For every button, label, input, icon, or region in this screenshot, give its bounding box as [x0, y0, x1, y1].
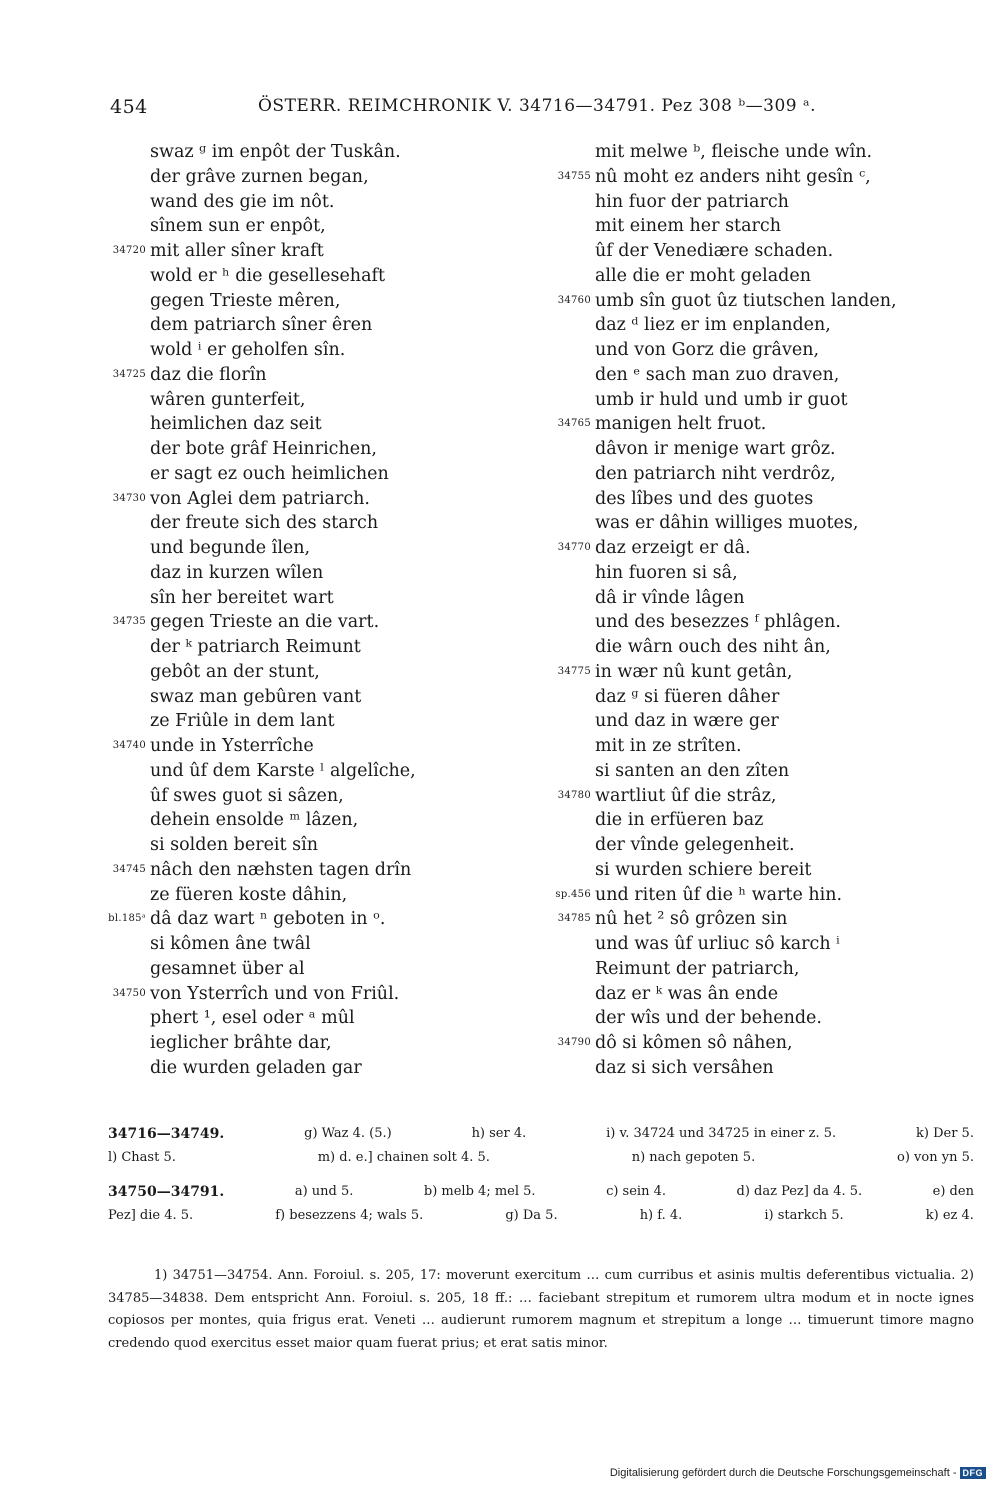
digitization-credit [610, 1467, 986, 1479]
verse-line [150, 536, 416, 561]
verse-line [595, 1056, 897, 1081]
verse-line [112, 363, 416, 388]
apparatus-note: f) besezzens 4; wals 5. [275, 1208, 424, 1223]
verse-line [150, 412, 416, 437]
apparatus-note: i) starkch 5. [764, 1208, 844, 1223]
verse-line [595, 759, 897, 784]
verse-number: 34775 [557, 665, 591, 677]
apparatus-row [108, 1146, 974, 1170]
verse-text: manigen helt fruot. [595, 414, 767, 435]
apparatus-row [108, 1122, 974, 1146]
verse-text: gegen Trieste an die vart. [150, 612, 380, 633]
verse-text: mit in ze strîten. [595, 736, 742, 756]
verse-line [112, 982, 416, 1007]
apparatus-range: 34716—34749. [108, 1126, 225, 1142]
verse-line [595, 610, 897, 635]
verse-text: ûf swes guot si sâzen, [150, 785, 344, 806]
verse-line [150, 1056, 416, 1081]
verse-number: 34720 [112, 245, 146, 256]
apparatus-note: h) ser 4. [471, 1126, 527, 1141]
apparatus-note: e) den [932, 1184, 974, 1199]
verse-line [150, 808, 416, 833]
verse-text: wold er ʰ die gesellesehaft [150, 265, 386, 286]
verse-line [150, 685, 416, 710]
verse-text: und was ûf urliuc sô karch ⁱ [595, 934, 840, 954]
verse-line [595, 982, 897, 1007]
verse-number: bl.185ᵃ [108, 913, 146, 925]
verse-line [112, 239, 416, 264]
verse-text: der grâve zurnen began, [150, 166, 369, 187]
verse-line [595, 214, 897, 239]
verse-line [150, 214, 416, 239]
verse-text: hin fuoren si sâ, [595, 562, 738, 583]
verse-number: 34770 [557, 542, 591, 553]
dfg-logo: DFG [960, 1467, 987, 1479]
verse-text: mit melwe ᵇ, fleische unde wîn. [595, 142, 873, 162]
verse-line [150, 883, 416, 908]
footnote: 1) 34751—34754. Ann. Foroiul. s. 205, 17: moverunt exercitum … cum curribus et asinis multis deferentibus victualia. 2) 34785—34838. Dem entspricht Ann. Foroiul. s. 205, 18 ff.: … faciebant strepitum et rumorem ultra modum et in nocte ignes copiosos per montes, quia frigus erat. Veneti … audierunt rumorem magnum et strepitum a longe … timuerunt timore magno credendo quod exercitus esset maior quam fuerat prius; et erat satis minor. [108, 1268, 974, 1351]
verse-line [150, 833, 416, 858]
verse-text: ûf der Venediære schaden. [595, 241, 834, 261]
digitization-note: Digitalisierung gefördert durch die Deutsche Forschungsgemeinschaft - [609, 1467, 957, 1479]
verse-text: daz erzeigt er dâ. [595, 538, 751, 558]
apparatus-note: a) und 5. [294, 1184, 354, 1199]
verse-line [150, 561, 416, 586]
verse-text: der ᵏ patriarch Reimunt [150, 637, 361, 657]
verse-text: swaz man gebûren vant [150, 686, 362, 707]
verse-line [150, 190, 416, 215]
verse-text: sîn her bereitet wart [150, 587, 334, 608]
verse-line [150, 511, 416, 536]
verse-text: wold ⁱ er geholfen sîn. [150, 340, 346, 360]
verse-text: ze Friûle in dem lant [150, 711, 335, 732]
verse-line [112, 610, 416, 635]
apparatus-note: o) von yn 5. [897, 1150, 974, 1165]
footnotes [108, 1265, 974, 1355]
verse-text: wartliut ûf die strâz, [595, 785, 777, 806]
verse-text: mit einem her starch [595, 216, 781, 237]
verse-line [595, 586, 897, 611]
verse-line [150, 1031, 416, 1056]
verse-line [595, 487, 897, 512]
verse-line [595, 338, 897, 363]
apparatus-note: i) v. 34724 und 34725 in einer z. 5. [606, 1126, 837, 1141]
apparatus-row [108, 1180, 974, 1204]
verse-text: den ᵉ sach man zuo draven, [595, 364, 840, 385]
verse-text: von Ysterrîch und von Friûl. [150, 983, 400, 1004]
verse-number: 34750 [112, 987, 146, 999]
verse-line [557, 1031, 897, 1056]
verse-number: 34765 [557, 418, 591, 430]
verse-text: und des besezzes ᶠ phlâgen. [595, 612, 841, 633]
verse-line [112, 487, 416, 512]
verse-text: daz si sich versâhen [595, 1057, 774, 1078]
verse-line [112, 734, 416, 759]
apparatus-note: l) Chast 5. [108, 1150, 176, 1165]
verse-text: und von Gorz die grâven, [595, 340, 820, 360]
verse-text: der wîs und der behende. [595, 1008, 822, 1029]
verse-text: Reimunt der patriarch, [595, 958, 800, 979]
verse-line [595, 709, 897, 734]
verse-line [150, 165, 416, 190]
verse-text: der bote grâf Heinrichen, [150, 439, 377, 459]
verse-text: dem patriarch sîner êren [150, 315, 373, 336]
verse-number: 34755 [557, 170, 591, 182]
verse-line [557, 165, 897, 190]
verse-text: umb sîn guot ûz tiutschen landen, [595, 290, 897, 311]
verse-line [150, 313, 416, 338]
verse-line [595, 932, 897, 957]
verse-text: daz ᵍ si füeren dâher [595, 686, 780, 707]
verse-line [595, 239, 897, 264]
verse-line [150, 784, 416, 809]
verse-text: daz die florîn [150, 364, 267, 385]
verse-line [595, 957, 897, 982]
apparatus-row [108, 1204, 974, 1228]
apparatus-note: k) ez 4. [925, 1208, 974, 1223]
verse-text: mit aller sîner kraft [150, 241, 324, 261]
verse-text: dehein ensolde ᵐ lâzen, [150, 810, 359, 831]
verse-text: der freute sich des starch [150, 513, 379, 534]
verse-text: gegen Trieste mêren, [150, 290, 341, 311]
verse-text: dô si kômen sô nâhen, [595, 1033, 793, 1053]
apparatus-note: b) melb 4; mel 5. [423, 1184, 536, 1199]
verse-text: wâren gunterfeit, [150, 389, 306, 410]
verse-number: 34725 [112, 368, 146, 380]
verse-line [150, 932, 416, 957]
verse-number: 34730 [112, 492, 146, 504]
verse-text: wand des gie im nôt. [150, 191, 335, 212]
verse-text: nâch den næhsten tagen drîn [150, 859, 412, 880]
verse-line [150, 289, 416, 314]
verse-number: 34790 [557, 1037, 591, 1048]
verse-text: si santen an den zîten [595, 760, 790, 781]
verse-text: phert ¹, esel oder ᵃ mûl [150, 1008, 355, 1029]
verse-line [595, 635, 897, 660]
verse-text: si solden bereit sîn [150, 835, 318, 855]
verse-line [595, 1006, 897, 1031]
verse-line [150, 388, 416, 413]
verse-text: daz ᵈ liez er im enplanden, [595, 315, 831, 336]
apparatus-note: g) Waz 4. (5.) [304, 1126, 392, 1141]
verse-line [595, 734, 897, 759]
verse-line [595, 511, 897, 536]
verse-line [150, 1006, 416, 1031]
running-title: ÖSTERR. REIMCHRONIK V. 34716—34791. Pez 308 ᵇ—309 ᵃ. [258, 96, 816, 116]
verse-text: und riten ûf die ʰ warte hin. [595, 884, 843, 905]
apparatus-note: m) d. e.] chainen solt 4. 5. [317, 1150, 490, 1165]
verse-text: dâ daz wart ⁿ geboten in ᵒ. [150, 909, 386, 930]
verse-text: nû moht ez anders niht gesîn ᶜ, [595, 166, 871, 187]
page-header [110, 96, 970, 122]
apparatus-note: g) Da 5. [505, 1208, 558, 1223]
right-verse-column [555, 140, 897, 1081]
verse-line [595, 808, 897, 833]
verse-text: swaz ᵍ im enpôt der Tuskân. [150, 142, 401, 162]
verse-line [150, 338, 416, 363]
verse-line [557, 660, 897, 685]
verse-text: was er dâhin williges muotes, [595, 513, 859, 534]
verse-text: ze füeren koste dâhin, [150, 884, 348, 905]
apparatus-note: d) daz Pez] da 4. 5. [736, 1184, 863, 1199]
critical-apparatus-1 [108, 1122, 974, 1170]
verse-line [595, 462, 897, 487]
verse-text: gesamnet über al [150, 958, 305, 979]
verse-line [555, 883, 897, 908]
verse-text: hin fuor der patriarch [595, 191, 789, 212]
verse-line [150, 586, 416, 611]
verse-line [595, 858, 897, 883]
verse-line [557, 289, 897, 314]
apparatus-range: 34750—34791. [108, 1184, 225, 1200]
verse-text: in wær nû kunt getân, [595, 661, 793, 682]
verse-text: die wârn ouch des niht ân, [595, 637, 831, 657]
apparatus-note: k) Der 5. [916, 1126, 974, 1141]
verse-text: von Aglei dem patriarch. [150, 488, 370, 509]
verse-line [112, 858, 416, 883]
verse-text: und ûf dem Karste ˡ algelîche, [150, 760, 416, 781]
verse-line [150, 957, 416, 982]
verse-line [595, 388, 897, 413]
apparatus-note: c) sein 4. [606, 1184, 666, 1199]
verse-text: sînem sun er enpôt, [150, 216, 326, 237]
apparatus-note: h) f. 4. [639, 1208, 683, 1223]
verse-text: unde in Ysterrîche [150, 736, 314, 756]
verse-text: des lîbes und des guotes [595, 488, 814, 509]
verse-text: alle die er moht geladen [595, 265, 811, 286]
verse-text: die wurden geladen gar [150, 1057, 362, 1078]
verse-line [108, 907, 416, 932]
verse-text: umb ir huld und umb ir guot [595, 389, 848, 410]
verse-number: 34745 [112, 863, 146, 875]
verse-line [150, 709, 416, 734]
verse-line [150, 264, 416, 289]
verse-text: die in erfüeren baz [595, 810, 764, 831]
verse-line [595, 363, 897, 388]
verse-text: daz in kurzen wîlen [150, 562, 324, 583]
verse-line [150, 635, 416, 660]
apparatus-note: n) nach gepoten 5. [631, 1150, 756, 1165]
verse-number: 34780 [557, 789, 591, 801]
verse-text: nû het ² sô grôzen sin [595, 909, 788, 930]
verse-line [595, 264, 897, 289]
verse-text: und daz in wære ger [595, 711, 779, 732]
verse-line [595, 833, 897, 858]
verse-line [595, 561, 897, 586]
verse-line [557, 784, 897, 809]
verse-text: dâvon ir menige wart grôz. [595, 439, 836, 459]
critical-apparatus-2 [108, 1180, 974, 1228]
verse-number: 34760 [557, 294, 591, 306]
verse-text: und begunde îlen, [150, 538, 311, 558]
verse-line [150, 660, 416, 685]
verse-text: heimlichen daz seit [150, 414, 322, 435]
verse-line [557, 907, 897, 932]
verse-number: 34735 [112, 616, 146, 628]
verse-line [557, 536, 897, 561]
verse-line [150, 140, 416, 165]
verse-text: si wurden schiere bereit [595, 859, 812, 880]
verse-text: gebôt an der stunt, [150, 661, 320, 682]
verse-line [557, 412, 897, 437]
verse-text: er sagt ez ouch heimlichen [150, 463, 389, 484]
verse-line [595, 313, 897, 338]
verse-number: 34785 [557, 913, 591, 925]
verse-text: dâ ir vînde lâgen [595, 587, 745, 608]
verse-text: der vînde gelegenheit. [595, 835, 795, 855]
page-number: 454 [110, 96, 148, 118]
apparatus-note: Pez] die 4. 5. [108, 1208, 194, 1223]
verse-text: den patriarch niht verdrôz, [595, 463, 836, 484]
verse-text: ieglicher brâhte dar, [150, 1033, 332, 1053]
verse-line [595, 685, 897, 710]
verse-line [595, 437, 897, 462]
left-verse-column [108, 140, 416, 1081]
verse-line [595, 140, 897, 165]
verse-text: si kômen âne twâl [150, 934, 311, 954]
verse-number: 34740 [112, 740, 146, 751]
verse-number: sp.456 [555, 888, 591, 900]
verse-line [150, 462, 416, 487]
verse-line [595, 190, 897, 215]
verse-line [150, 759, 416, 784]
verse-text: daz er ᵏ was ân ende [595, 983, 779, 1004]
verse-line [150, 437, 416, 462]
